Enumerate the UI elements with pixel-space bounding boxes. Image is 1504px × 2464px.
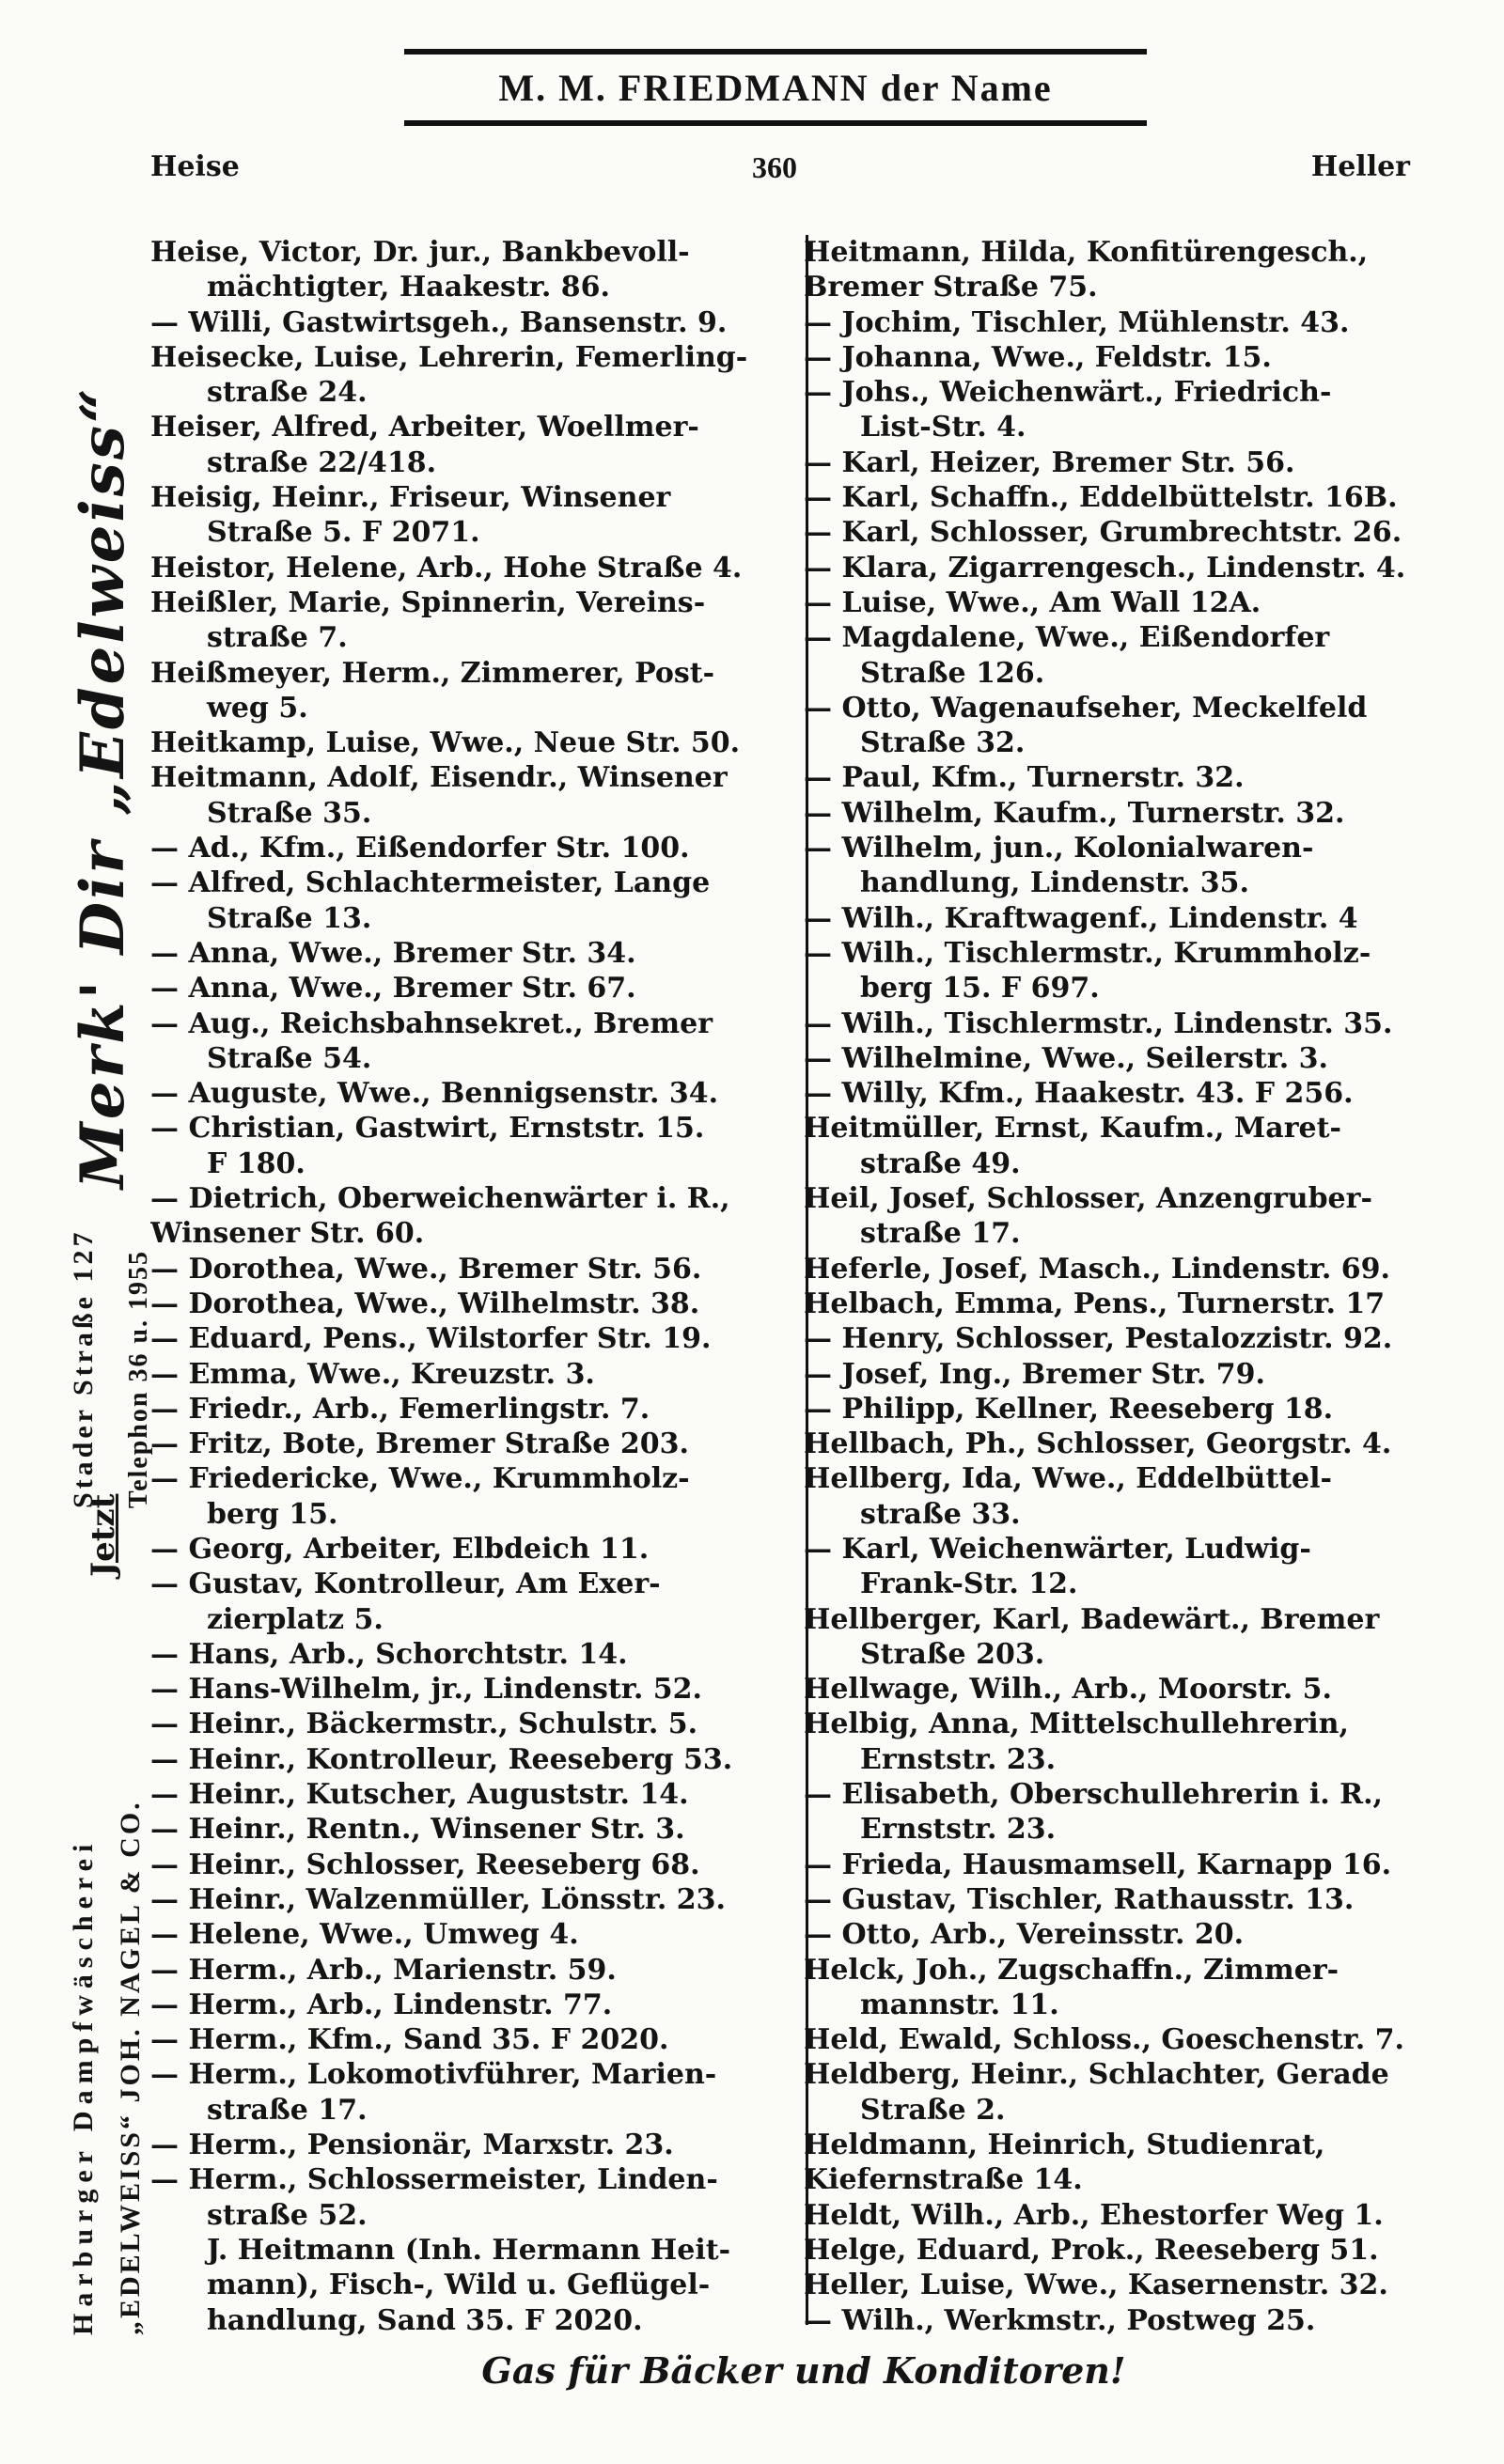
directory-line: zierplatz 5. (207, 1602, 384, 1636)
directory-line: — Otto, Arb., Vereinsstr. 20. (804, 1918, 1245, 1952)
directory-line: — Helene, Wwe., Umweg 4. (150, 1918, 579, 1952)
directory-line: — Wilh., Tischlermstr., Krummholz- (804, 936, 1371, 970)
directory-line: — Aug., Reichsbahnsekret., Bremer (150, 1006, 713, 1040)
directory-line: — Johs., Weichenwärt., Friedrich- (804, 376, 1332, 410)
directory-line: — Fritz, Bote, Bremer Straße 203. (150, 1427, 689, 1461)
directory-line: — Luise, Wwe., Am Wall 12A. (804, 585, 1261, 619)
directory-line: — Heinr., Kutscher, Auguststr. 14. (150, 1778, 689, 1812)
sidebar-company-line2: „EDELWEISS“ JOH. NAGEL & CO. (115, 1800, 146, 2335)
sidebar-address: Stader Straße 127 (68, 1228, 99, 1508)
directory-line: Straße 54. (207, 1041, 372, 1075)
directory-line: — Jochim, Tischler, Mühlenstr. 43. (804, 305, 1350, 339)
directory-line: — Hans-Wilhelm, jr., Lindenstr. 52. (150, 1673, 702, 1707)
directory-line: — Ad., Kfm., Eißendorfer Str. 100. (150, 832, 690, 866)
directory-line: — Karl, Schaffn., Eddelbüttelstr. 16B. (804, 481, 1398, 515)
directory-line: Kiefernstraße 14. (804, 2163, 1083, 2197)
directory-line: — Gustav, Kontrolleur, Am Exer- (150, 1567, 661, 1601)
directory-line: — Herm., Schlossermeister, Linden- (150, 2163, 718, 2197)
directory-line: — Karl, Weichenwärter, Ludwig- (804, 1532, 1311, 1566)
directory-line: — Heinr., Kontrolleur, Reeseberg 53. (150, 1742, 733, 1776)
directory-line: straße 17. (860, 1217, 1021, 1251)
sidebar-phone: Telephon 36 u. 1955 (124, 1249, 153, 1508)
directory-line: Frank-Str. 12. (860, 1567, 1078, 1601)
directory-line: — Emma, Wwe., Kreuzstr. 3. (150, 1357, 595, 1391)
directory-line: mann), Fisch-, Wild u. Geflügel- (207, 2269, 711, 2302)
directory-line: mächtigter, Haakestr. 86. (207, 271, 610, 304)
directory-line: — Wilhelm, Kaufm., Turnerstr. 32. (804, 796, 1345, 830)
directory-line: Heißler, Marie, Spinnerin, Vereins- (150, 585, 706, 619)
directory-line: — Friedericke, Wwe., Krummholz- (150, 1462, 690, 1496)
directory-line: straße 52. (207, 2198, 368, 2232)
directory-line: Heise, Victor, Dr. jur., Bankbevoll- (150, 236, 690, 269)
directory-line: berg 15. F 697. (860, 972, 1100, 1006)
directory-line: — Magdalene, Wwe., Eißendorfer (804, 621, 1330, 655)
directory-line: — Hans, Arb., Schorchtstr. 14. (150, 1637, 628, 1671)
directory-line: Helge, Eduard, Prok., Reeseberg 51. (804, 2233, 1379, 2267)
directory-line: — Willy, Kfm., Haakestr. 43. F 256. (804, 1077, 1354, 1111)
directory-line: Helbig, Anna, Mittelschullehrerin, (804, 1708, 1349, 1741)
directory-line: Hellwage, Wilh., Arb., Moorstr. 5. (804, 1673, 1332, 1707)
directory-line: Bremer Straße 75. (804, 271, 1098, 304)
directory-line: — Johanna, Wwe., Feldstr. 15. (804, 340, 1272, 374)
left-column (150, 235, 790, 2338)
directory-line: — Herm., Arb., Marienstr. 59. (150, 1953, 617, 1987)
directory-line: Heil, Josef, Schlosser, Anzengruber- (804, 1182, 1372, 1216)
directory-line: — Wilhelmine, Wwe., Seilerstr. 3. (804, 1041, 1329, 1075)
directory-line: Hellberger, Karl, Badewärt., Bremer (804, 1602, 1380, 1636)
directory-line: Heisecke, Luise, Lehrerin, Femerling- (150, 340, 748, 374)
directory-line: — Christian, Gastwirt, Ernststr. 15. (150, 1112, 705, 1146)
directory-line: — Henry, Schlosser, Pestalozzistr. 92. (804, 1322, 1393, 1356)
directory-line: Heldberg, Heinr., Schlachter, Gerade (804, 2058, 1389, 2092)
directory-line: Straße 5. F 2071. (207, 516, 480, 550)
directory-line: Ernststr. 23. (860, 1742, 1057, 1776)
directory-line: — Dorothea, Wwe., Bremer Str. 56. (150, 1252, 702, 1286)
directory-line: berg 15. (207, 1497, 338, 1531)
header-first-entry: Heise (150, 150, 240, 183)
directory-line: — Herm., Lokomotivführer, Marien- (150, 2058, 717, 2092)
right-column (804, 235, 1410, 2338)
directory-line: — Willi, Gastwirtsgeh., Bansenstr. 9. (150, 305, 728, 339)
page-number: 360 (752, 150, 797, 184)
directory-line: — Herm., Arb., Lindenstr. 77. (150, 1988, 613, 2021)
running-header (150, 150, 1410, 192)
directory-line: — Wilh., Kraftwagenf., Lindenstr. 4 (804, 901, 1358, 935)
directory-line: Straße 2. (860, 2093, 1006, 2127)
directory-line: — Heinr., Rentn., Winsener Str. 3. (150, 1813, 685, 1847)
header-last-entry: Heller (1310, 150, 1410, 183)
sidebar-ad-slogan: Merk' Dir „Edelweiss“ (68, 385, 138, 1189)
directory-line: Heferle, Josef, Masch., Lindenstr. 69. (804, 1252, 1390, 1286)
directory-line: Straße 32. (860, 726, 1026, 760)
directory-line: mannstr. 11. (860, 1988, 1059, 2021)
directory-line: — Wilh., Tischlermstr., Lindenstr. 35. (804, 1006, 1393, 1040)
directory-line: Heißmeyer, Herm., Zimmerer, Post- (150, 656, 715, 690)
directory-line: Heitmann, Hilda, Konfitürengesch., (804, 236, 1369, 269)
directory-line: — Klara, Zigarrengesch., Lindenstr. 4. (804, 551, 1406, 585)
directory-line: Held, Ewald, Schloss., Goeschenstr. 7. (804, 2023, 1404, 2057)
directory-line: — Heinr., Bäckermstr., Schulstr. 5. (150, 1708, 698, 1741)
directory-line: F 180. (207, 1146, 306, 1180)
directory-line: J. Heitmann (Inh. Hermann Heit- (207, 2233, 731, 2267)
directory-line: straße 24. (207, 376, 368, 410)
directory-line: — Auguste, Wwe., Bennigsenstr. 34. (150, 1077, 719, 1111)
directory-line: Heldmann, Heinrich, Studienrat, (804, 2129, 1325, 2162)
directory-line: — Dorothea, Wwe., Wilhelmstr. 38. (150, 1287, 700, 1320)
directory-line: — Elisabeth, Oberschullehrerin i. R., (804, 1778, 1383, 1812)
directory-line: — Heinr., Walzenmüller, Lönsstr. 23. (150, 1882, 726, 1916)
directory-line: — Dietrich, Oberweichenwärter i. R., (150, 1182, 730, 1216)
directory-line: weg 5. (207, 691, 308, 725)
directory-line: — Otto, Wagenaufseher, Meckelfeld (804, 691, 1368, 725)
advertisement-banner: M. M. FRIEDMANN der Name (404, 49, 1147, 126)
directory-line: Straße 35. (207, 796, 372, 830)
directory-line: Helck, Joh., Zugschaffn., Zimmer- (804, 1953, 1340, 1987)
directory-line: Heitkamp, Luise, Wwe., Neue Str. 50. (150, 726, 741, 760)
directory-line: Straße 203. (860, 1637, 1045, 1671)
directory-line: Heldt, Wilh., Arb., Ehestorfer Weg 1. (804, 2198, 1384, 2232)
directory-line: List-Str. 4. (860, 411, 1026, 444)
directory-line: — Herm., Kfm., Sand 35. F 2020. (150, 2023, 669, 2057)
directory-line: — Frieda, Hausmamsell, Karnapp 16. (804, 1848, 1392, 1881)
footer-advertisement: Gas für Bäcker und Konditoren! (481, 2349, 1126, 2392)
directory-line: Heitmann, Adolf, Eisendr., Winsener (150, 761, 728, 795)
directory-line: Ernststr. 23. (860, 1813, 1057, 1847)
directory-line: — Josef, Ing., Bremer Str. 79. (804, 1357, 1265, 1391)
directory-line: straße 49. (860, 1146, 1021, 1180)
directory-line: Straße 126. (860, 656, 1045, 690)
directory-line: straße 17. (207, 2093, 368, 2127)
directory-line: Winsener Str. 60. (150, 1217, 425, 1251)
directory-line: Hellbach, Ph., Schlosser, Georgstr. 4. (804, 1427, 1392, 1461)
directory-line: — Anna, Wwe., Bremer Str. 67. (150, 972, 636, 1006)
directory-line: — Friedr., Arb., Femerlingstr. 7. (150, 1392, 650, 1426)
directory-line: Heller, Luise, Wwe., Kasernenstr. 32. (804, 2269, 1388, 2302)
directory-line: handlung, Lindenstr. 35. (860, 866, 1249, 900)
directory-line: straße 22/418. (207, 445, 437, 479)
directory-line: — Karl, Schlosser, Grumbrechtstr. 26. (804, 516, 1402, 550)
directory-line: Heisig, Heinr., Friseur, Winsener (150, 481, 671, 515)
sidebar-jetzt: Jetzt (85, 1493, 122, 1577)
directory-line: — Anna, Wwe., Bremer Str. 34. (150, 936, 636, 970)
directory-line: — Philipp, Kellner, Reeseberg 18. (804, 1392, 1334, 1426)
directory-line: — Karl, Heizer, Bremer Str. 56. (804, 445, 1295, 479)
directory-line: Straße 13. (207, 901, 372, 935)
directory-line: — Paul, Kfm., Turnerstr. 32. (804, 761, 1245, 795)
directory-line: Heitmüller, Ernst, Kaufm., Maret- (804, 1112, 1341, 1146)
directory-line: Helbach, Emma, Pens., Turnerstr. 17 (804, 1287, 1386, 1320)
directory-line: — Wilhelm, jun., Kolonialwaren- (804, 832, 1314, 866)
directory-line: Heistor, Helene, Arb., Hohe Straße 4. (150, 551, 743, 585)
directory-line: straße 33. (860, 1497, 1021, 1531)
directory-line: Heiser, Alfred, Arbeiter, Woellmer- (150, 411, 699, 444)
directory-line: handlung, Sand 35. F 2020. (207, 2303, 643, 2337)
directory-line: straße 7. (207, 621, 348, 655)
directory-line: — Herm., Pensionär, Marxstr. 23. (150, 2129, 674, 2162)
directory-line: — Wilh., Werkmstr., Postweg 25. (804, 2303, 1316, 2337)
directory-line: — Gustav, Tischler, Rathausstr. 13. (804, 1882, 1355, 1916)
directory-line: — Alfred, Schlachtermeister, Lange (150, 866, 711, 900)
directory-line: — Heinr., Schlosser, Reeseberg 68. (150, 1848, 700, 1881)
directory-line: Hellberg, Ida, Wwe., Eddelbüttel- (804, 1462, 1332, 1496)
directory-line: — Georg, Arbeiter, Elbdeich 11. (150, 1532, 650, 1566)
sidebar-company-line1: Harburger Dampfwäscherei (68, 1837, 99, 2335)
directory-line: — Eduard, Pens., Wilstorfer Str. 19. (150, 1322, 712, 1356)
